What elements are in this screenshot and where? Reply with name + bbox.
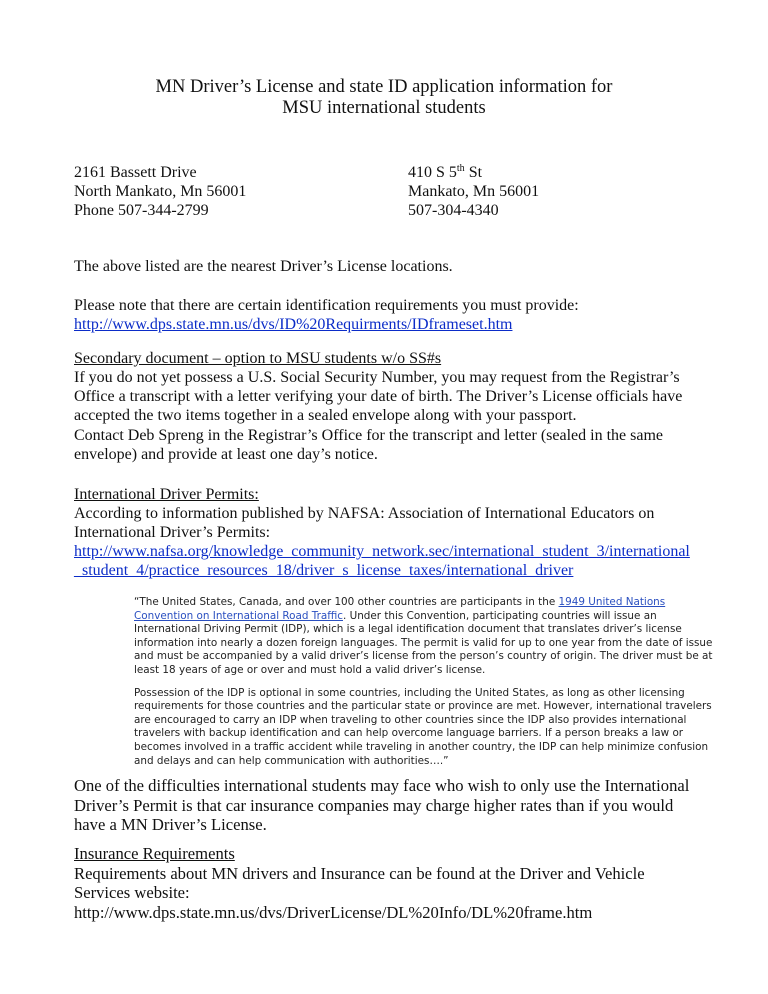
page-title-line-1: MN Driver’s License and state ID application information for [155, 77, 613, 97]
location-city: North Mankato, Mn 56001 [74, 183, 247, 200]
international-permits-intro: According to information published by NAFSA: Association of International Educators on International Driver’s Permits: [74, 505, 655, 541]
insurance-body: Requirements about MN drivers and Insurance can be found at the Driver and Vehicle Services website: http://www.dps.state.mn.us/dvs/DriverLicense/DL%20Info/DL%20frame.htm [74, 863, 645, 922]
street-number: 410 S 5 [408, 164, 457, 181]
location-phone: 507-304-4340 [408, 202, 499, 219]
insurance-heading: Insurance Requirements [74, 844, 235, 863]
registrar-contact: Contact Deb Spreng in the Registrar’s Office for the transcript and letter (sealed in the same envelope) and provide at least one day’s notice. [74, 427, 663, 463]
id-requirements-section [74, 296, 704, 334]
international-permits-section [74, 485, 704, 580]
page-title-line-2: MSU international students [282, 98, 486, 118]
page-title [0, 77, 768, 119]
international-permits-heading: International Driver Permits: [74, 486, 259, 503]
locations-note: The above listed are the nearest Driver’s License locations. [74, 258, 453, 275]
nafsa-link-container [74, 542, 704, 580]
quote-paragraph-1: “The United States, Canada, and over 100 other countries are participants in the 1949 United Nations Convention on International Road Traffic. Under this Convention, participating countries will issue an International Driving Permit (IDP), which is a legal identification document that translates driver’s license information into nearly a dozen foreign languages. The permit is valid for up to one year from the date of issue and must be accompanied by a valid driver’s license from the person’s country of origin. The driver must be at least 18 years of age or over and must hold a valid driver’s license. [134, 596, 713, 676]
secondary-document-body: If you do not yet possess a U.S. Social Security Number, you may request from the Registrar’s Office a transcript with a letter verifying your date of birth. The Driver’s License officials have accepted the two items together in a sealed envelope along with your passport. [74, 369, 683, 424]
street-suffix: St [464, 164, 483, 181]
secondary-document-section [74, 349, 704, 425]
location-street [408, 163, 539, 182]
id-requirements-text: Please note that there are certain identification requirements you must provide: [74, 297, 579, 314]
street-ordinal: th [456, 163, 465, 174]
un-convention-link[interactable]: 1949 United Nations Convention on International Road Traffic [134, 596, 666, 622]
nafsa-quote [134, 596, 714, 768]
nafsa-link[interactable]: http://www.nafsa.org/knowledge_community_network.sec/international_student_3/international _student_4/practice_resources_18/driver_s_license_taxes/international_driver [74, 543, 690, 579]
quote-paragraph-2: Possession of the IDP is optional in some countries, including the United States, as long as other licensing requirements for those countries and the particular state or province are met. However, international travelers are encouraged to carry an IDP when traveling to other countries since the IDP also provides international travelers with backup identification and can help overcome language barriers. If a person breaks a law or becomes involved in a traffic accident while traveling in another country, the IDP can help minimize confusion and delays and can help communication with authorities….” [134, 686, 712, 767]
secondary-document-heading: Secondary document – option to MSU students w/o SS#s [74, 350, 442, 367]
location-city: Mankato, Mn 56001 [408, 183, 540, 200]
location-mankato [408, 163, 539, 220]
location-phone: Phone 507-344-2799 [74, 202, 209, 219]
location-north-mankato [74, 163, 246, 220]
id-requirements-link[interactable]: http://www.dps.state.mn.us/dvs/ID%20Requirments/IDframeset.htm [74, 316, 513, 333]
insurance-section [74, 844, 704, 922]
location-street: 2161 Bassett Drive [74, 164, 197, 181]
difficulties-paragraph: One of the difficulties international students may face who wish to only use the International Driver’s Permit is that car insurance companies may charge higher rates than if you would have a MN Driver’s License. [74, 776, 690, 834]
